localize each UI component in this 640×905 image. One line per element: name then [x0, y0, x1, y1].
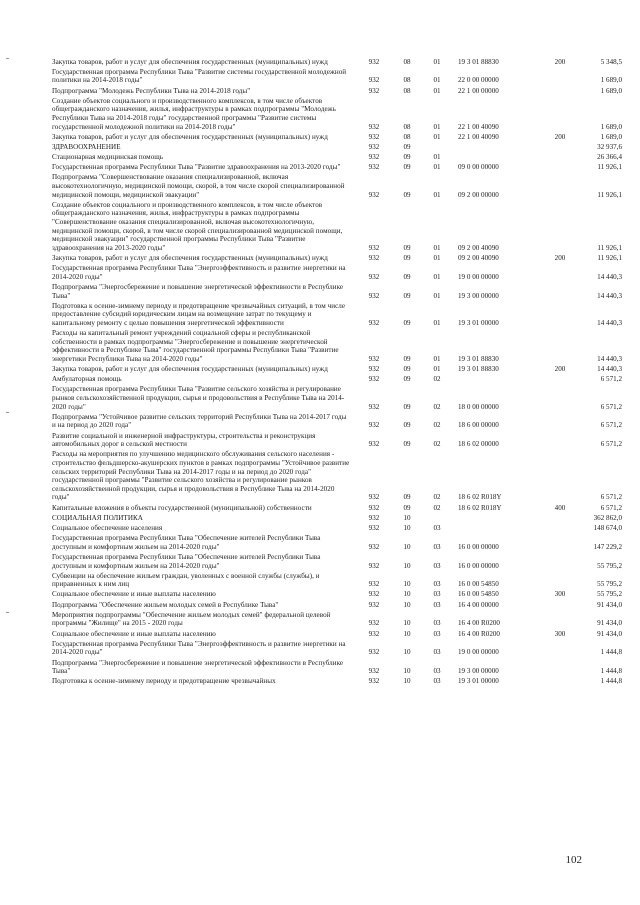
row-grbs-code: 932 — [368, 190, 380, 199]
row-target-article: 16 0 00 00000 — [458, 542, 499, 551]
row-subsection-code: 01 — [433, 132, 441, 141]
row-expense-type — [546, 599, 574, 609]
row-name: Государственная программа Республики Тыва "Обеспечение жителей Республики Тыва доступным и комфортным жильем на 2014-2020 годы" — [52, 534, 321, 551]
table-row — [52, 141, 622, 151]
row-subsection-code: 01 — [433, 163, 441, 172]
row-target-article: 19 3 01 88830 — [458, 57, 499, 66]
row-section-code: 10 — [403, 523, 411, 532]
row-grbs-code: 932 — [368, 254, 380, 262]
row-target-article: 18 6 02 R018Y — [458, 493, 502, 502]
row-target-article: 16 0 00 00000 — [458, 561, 499, 570]
row-grbs-code: 932 — [368, 163, 380, 172]
table-row — [52, 199, 622, 252]
row-amount: 14 440,3 — [597, 272, 622, 281]
row-target-article: 19 3 00 00000 — [458, 291, 499, 300]
row-name: Закупка товаров, работ и услуг для обеспечения государственных (муниципальных) нужд — [52, 57, 328, 66]
row-grbs-code: 932 — [368, 580, 380, 589]
row-target-article: 22 1 00 40090 — [458, 132, 499, 141]
table-row — [52, 502, 622, 512]
row-section-code: 10 — [403, 667, 411, 676]
row-expense-type: 300 — [554, 629, 566, 638]
row-amount: 55 795,2 — [597, 580, 622, 589]
row-name: Подпрограмма "Совершенствование оказания специализированной, включая высокотехнологичную, медицинской помощи, скорой, в том числе скорой специализированной медицинской помощи, медицинской эвакуации" — [52, 173, 345, 199]
row-target-article: 16 4 00 R0200 — [458, 629, 500, 638]
row-amount: 5 348,5 — [600, 57, 622, 66]
row-name: Создание объектов социального и производственного комплексов, в том числе объектов общегражданского назначения, жилья, инфраструктуры в рамках подпрограммы "Совершенствование оказания специализированной, включая высокотехнологичную, медицинской помощи, скорой, в том числе скорой специализированной медицинской помощи, медицинской эвакуации" государственной программы Республики Тыва "Развитие здравоохранения на 2013-2020 годы" — [52, 200, 343, 252]
row-name: Закупка товаров, работ и услуг для обеспечения государственных (муниципальных) нужд — [52, 365, 328, 374]
row-section-code: 09 — [403, 153, 411, 162]
row-target-article: 19 0 00 00000 — [458, 648, 499, 657]
row-expense-type: 200 — [554, 57, 566, 66]
row-name: Подпрограмма "Обеспечение жильем молодых семей в Республике Тыва" — [52, 600, 279, 609]
row-section-code: 09 — [403, 318, 411, 327]
row-expense-type — [546, 172, 574, 199]
row-amount: 11 926,1 — [597, 190, 622, 199]
row-grbs-code: 932 — [368, 132, 380, 141]
row-section-code: 10 — [403, 619, 411, 628]
row-expense-type — [546, 522, 574, 532]
table-row — [52, 252, 622, 262]
row-section-code: 09 — [403, 272, 411, 281]
row-name: Подпрограмма "Молодежь Республики Тыва на 2014-2018 годы" — [52, 86, 251, 95]
row-expense-type — [546, 551, 574, 570]
row-section-code: 10 — [403, 513, 411, 522]
row-name: Капитальные вложения в объекты государственной (муниципальной) собственности — [52, 503, 312, 512]
row-expense-type: 200 — [554, 365, 566, 374]
row-target-article: 22 0 00 00000 — [458, 76, 499, 85]
row-grbs-code: 932 — [368, 513, 380, 522]
row-target-article — [452, 512, 546, 522]
row-target-article: 22 1 00 00000 — [458, 86, 499, 95]
row-grbs-code: 932 — [368, 354, 380, 363]
budget-table-body — [52, 56, 622, 686]
row-subsection-code: 01 — [433, 153, 441, 162]
row-expense-type — [546, 263, 574, 282]
row-section-code: 09 — [403, 254, 411, 262]
row-name: Мероприятия подпрограммы "Обеспечение жильем молодых семей" федеральной целевой программы "Жилище" на 2015 - 2020 годы — [52, 610, 331, 628]
row-section-code: 08 — [403, 57, 411, 66]
row-expense-type — [546, 430, 574, 449]
row-amount: 147 229,2 — [593, 542, 622, 551]
row-subsection-code: 02 — [433, 421, 441, 430]
table-row — [52, 162, 622, 172]
row-section-code: 09 — [403, 365, 411, 374]
row-name: СОЦИАЛЬНАЯ ПОЛИТИКА — [52, 513, 143, 522]
row-amount: 91 434,0 — [597, 600, 622, 609]
row-subsection-code — [422, 512, 452, 522]
table-row — [52, 328, 622, 364]
row-amount: 1 689,0 — [600, 86, 622, 95]
table-row — [52, 676, 622, 686]
row-grbs-code: 932 — [368, 243, 380, 252]
row-section-code: 09 — [403, 503, 411, 512]
row-grbs-code: 932 — [368, 272, 380, 281]
row-section-code: 08 — [403, 132, 411, 141]
table-row — [52, 281, 622, 300]
row-grbs-code: 932 — [368, 440, 380, 449]
row-name: Стационарная медицинская помощь — [52, 153, 164, 162]
row-target-article: 19 3 01 88830 — [458, 354, 499, 363]
row-subsection-code: 01 — [433, 86, 441, 95]
row-name: Подпрограмма "Устойчивое развитие сельских территорий Республики Тыва на 2014-2017 годы и на период до 2020 года" — [52, 412, 347, 430]
row-amount: 11 926,1 — [597, 243, 622, 252]
row-section-code: 09 — [403, 142, 411, 151]
row-expense-type — [546, 512, 574, 522]
row-grbs-code: 932 — [368, 619, 380, 628]
row-grbs-code: 932 — [368, 153, 380, 162]
row-grbs-code: 932 — [368, 493, 380, 502]
table-row — [52, 300, 622, 327]
row-amount: 6 571,2 — [600, 440, 622, 449]
page-number: 102 — [565, 854, 582, 866]
row-subsection-code: 03 — [433, 600, 441, 609]
row-expense-type — [546, 199, 574, 252]
row-expense-type — [546, 141, 574, 151]
table-row — [52, 609, 622, 628]
row-grbs-code: 932 — [368, 86, 380, 95]
row-grbs-code: 932 — [368, 667, 380, 676]
row-subsection-code: 01 — [433, 243, 441, 252]
row-target-article: 19 3 01 00000 — [458, 318, 499, 327]
row-subsection-code: 02 — [433, 402, 441, 411]
row-expense-type — [546, 95, 574, 131]
row-grbs-code: 932 — [368, 365, 380, 374]
row-name: Социальное обеспечение населения — [52, 523, 163, 532]
table-row — [52, 628, 622, 638]
row-target-article: 18 6 00 00000 — [458, 421, 499, 430]
row-subsection-code: 03 — [433, 667, 441, 676]
row-expense-type: 200 — [554, 254, 566, 262]
row-expense-type — [546, 411, 574, 430]
row-expense-type — [546, 162, 574, 172]
row-amount: 6 571,2 — [600, 493, 622, 502]
row-grbs-code: 932 — [368, 590, 380, 599]
row-amount: 91 434,0 — [597, 619, 622, 628]
row-expense-type — [546, 449, 574, 502]
row-grbs-code: 932 — [368, 421, 380, 430]
row-grbs-code: 932 — [368, 318, 380, 327]
row-name: Социальное обеспечение и иные выплаты населению — [52, 629, 216, 638]
row-section-code: 09 — [403, 291, 411, 300]
row-grbs-code: 932 — [368, 648, 380, 657]
row-section-code: 09 — [403, 493, 411, 502]
row-section-code: 09 — [403, 402, 411, 411]
row-grbs-code: 932 — [368, 402, 380, 411]
row-target-article: 18 6 02 00000 — [458, 440, 499, 449]
row-section-code: 08 — [403, 86, 411, 95]
row-target-article — [452, 374, 546, 384]
row-subsection-code: 01 — [433, 365, 441, 374]
row-subsection-code: 01 — [433, 318, 441, 327]
row-expense-type — [546, 609, 574, 628]
row-subsection-code: 03 — [433, 619, 441, 628]
table-row — [52, 449, 622, 502]
row-subsection-code: 01 — [433, 354, 441, 363]
table-row — [52, 56, 622, 66]
row-target-article: 19 3 01 88830 — [458, 365, 499, 374]
table-row — [52, 364, 622, 374]
row-section-code: 10 — [403, 542, 411, 551]
table-row — [52, 599, 622, 609]
row-amount: 11 926,1 — [597, 163, 622, 172]
row-target-article: 22 1 00 40090 — [458, 122, 499, 131]
row-grbs-code: 932 — [368, 503, 380, 512]
row-expense-type: 200 — [554, 132, 566, 141]
row-subsection-code: 01 — [433, 254, 441, 262]
row-grbs-code: 932 — [368, 542, 380, 551]
row-expense-type — [546, 374, 574, 384]
row-grbs-code: 932 — [368, 523, 380, 532]
row-grbs-code: 932 — [368, 142, 380, 151]
row-grbs-code: 932 — [368, 57, 380, 66]
row-subsection-code: 01 — [433, 272, 441, 281]
row-amount: 26 366,4 — [597, 153, 622, 162]
row-grbs-code: 932 — [368, 375, 380, 384]
row-amount: 1 689,0 — [600, 122, 622, 131]
table-row — [52, 152, 622, 162]
row-section-code: 10 — [403, 580, 411, 589]
row-name: Закупка товаров, работ и услуг для обеспечения государственных (муниципальных) нужд — [52, 254, 328, 262]
row-amount: 1 689,0 — [600, 76, 622, 85]
table-row — [52, 512, 622, 522]
row-subsection-code: 02 — [433, 503, 441, 512]
row-target-article: 09 2 00 40090 — [458, 243, 499, 252]
row-section-code: 09 — [403, 440, 411, 449]
table-row — [52, 95, 622, 131]
row-target-article: 09 0 00 00000 — [458, 163, 499, 172]
row-name: Государственная программа Республики Тыва "Энергоэффективность и развитие энергетики на 2014-2020 годы" — [52, 639, 346, 657]
row-target-article: 18 6 02 R018Y — [458, 503, 502, 512]
row-expense-type — [546, 638, 574, 657]
row-subsection-code: 03 — [433, 629, 441, 638]
row-expense-type — [546, 152, 574, 162]
row-expense-type — [546, 384, 574, 411]
row-target-article: 18 0 00 00000 — [458, 402, 499, 411]
table-row — [52, 551, 622, 570]
row-amount: 6 571,2 — [600, 375, 622, 384]
row-amount: 6 571,2 — [600, 421, 622, 430]
row-section-code: 09 — [403, 163, 411, 172]
row-subsection-code: 03 — [433, 561, 441, 570]
row-target-article: 19 3 00 00000 — [458, 667, 499, 676]
row-section-code: 09 — [403, 421, 411, 430]
row-target-article: 16 0 00 54850 — [458, 580, 499, 589]
row-target-article — [452, 152, 546, 162]
row-subsection-code: 01 — [433, 122, 441, 131]
row-section-code: 10 — [403, 648, 411, 657]
row-section-code: 10 — [403, 629, 411, 638]
row-section-code: 09 — [403, 243, 411, 252]
row-grbs-code: 932 — [368, 76, 380, 85]
row-expense-type — [546, 533, 574, 552]
row-name: Социальное обеспечение и иные выплаты населению — [52, 590, 216, 599]
row-subsection-code: 01 — [433, 190, 441, 199]
row-target-article: 19 0 00 00000 — [458, 272, 499, 281]
row-name: Развитие социальной и инженерной инфраструктуры, строительства и реконструкция автомобильных дорог в сельской местности — [52, 431, 316, 449]
row-expense-type — [546, 676, 574, 686]
row-section-code: 10 — [403, 600, 411, 609]
row-subsection-code: 02 — [433, 375, 441, 384]
row-amount: 14 440,3 — [597, 354, 622, 363]
table-row — [52, 66, 622, 85]
row-name: Государственная программа Республики Тыва "Развитие здравоохранения на 2013-2020 годы" — [52, 163, 341, 172]
table-row — [52, 638, 622, 657]
row-grbs-code: 932 — [368, 629, 380, 638]
table-row — [52, 384, 622, 411]
row-expense-type — [546, 657, 574, 676]
row-amount: 55 795,2 — [597, 590, 622, 599]
table-row — [52, 263, 622, 282]
row-subsection-code: 03 — [433, 590, 441, 599]
row-grbs-code: 932 — [368, 561, 380, 570]
row-grbs-code: 932 — [368, 677, 380, 686]
row-subsection-code: 03 — [433, 677, 441, 686]
row-target-article: 19 3 01 00000 — [458, 677, 499, 686]
row-subsection-code: 01 — [433, 291, 441, 300]
row-section-code: 08 — [403, 122, 411, 131]
row-subsection-code: 01 — [433, 76, 441, 85]
row-name: ЗДРАВООХРАНЕНИЕ — [52, 142, 121, 151]
table-row — [52, 374, 622, 384]
row-name: Подготовка к осенне-зимнему периоду и предотвращение чрезвычайных — [52, 677, 276, 686]
table-row — [52, 522, 622, 532]
row-grbs-code: 932 — [368, 122, 380, 131]
row-amount: 14 440,3 — [597, 291, 622, 300]
table-row — [52, 172, 622, 199]
table-row — [52, 411, 622, 430]
row-subsection-code — [422, 141, 452, 151]
table-row — [52, 131, 622, 141]
row-name: Подготовка к осенне-зимнему периоду и предотвращение чрезвычайных ситуаций, в том числе предоставление субсидий юридическим лицам на возмещение затрат по текущему и капитальному ремонту с целью повышения энергетической эффективности — [52, 301, 346, 327]
row-amount: 14 440,3 — [597, 365, 622, 374]
table-row — [52, 570, 622, 589]
row-name: Государственная программа Республики Тыва "Развитие сельского хозяйства и регулирование рынков сельскохозяйственной продукции, сырья и продовольствия в Республике Тыва на 2014-2020 годы" — [52, 385, 345, 411]
row-amount: 1 444,8 — [600, 667, 622, 676]
row-section-code: 08 — [403, 76, 411, 85]
row-subsection-code: 03 — [433, 542, 441, 551]
row-amount: 148 674,0 — [593, 523, 622, 532]
row-expense-type: 400 — [554, 503, 566, 512]
row-name: Закупка товаров, работ и услуг для обеспечения государственных (муниципальных) нужд — [52, 132, 328, 141]
row-amount: 362 862,0 — [593, 513, 622, 522]
row-amount: 32 937,6 — [597, 142, 622, 151]
row-amount: 14 440,3 — [597, 318, 622, 327]
row-name: Амбулаторная помощь — [52, 375, 122, 384]
scan-edge-mark — [6, 412, 9, 413]
row-section-code: 10 — [403, 561, 411, 570]
row-name: Создание объектов социального и производственного комплексов, в том числе объектов общегражданского назначения, жилья, инфраструктуры в рамках подпрограммы "Молодежь Республики Тыва на 2014-2018 годы" государственной программы "Развитие системы государственной молодежной политики на 2014-2018 годы" — [52, 96, 336, 131]
row-target-article: 16 4 00 R0200 — [458, 619, 500, 628]
row-expense-type — [546, 66, 574, 85]
row-subsection-code: 03 — [433, 523, 441, 532]
row-subsection-code: 01 — [433, 57, 441, 66]
row-amount: 1 444,8 — [600, 648, 622, 657]
row-expense-type — [546, 570, 574, 589]
budget-table — [52, 56, 622, 686]
row-expense-type — [546, 300, 574, 327]
row-grbs-code: 932 — [368, 600, 380, 609]
row-expense-type — [546, 281, 574, 300]
table-row — [52, 657, 622, 676]
table-row — [52, 533, 622, 552]
row-amount: 1 689,0 — [600, 132, 622, 141]
scan-edge-mark — [6, 612, 9, 613]
row-amount: 1 444,8 — [600, 677, 622, 686]
row-target-article: 09 2 00 40090 — [458, 254, 499, 262]
row-amount: 55 795,2 — [597, 561, 622, 570]
row-section-code: 10 — [403, 677, 411, 686]
row-name: Подпрограмма "Энергосбережение и повышение энергетической эффективности в Республике Тыва" — [52, 658, 344, 676]
row-name: Подпрограмма "Энергосбережение и повышение энергетической эффективности в Республике Тыва" — [52, 282, 344, 300]
row-target-article: 09 2 00 00000 — [458, 190, 499, 199]
row-target-article — [452, 522, 546, 532]
row-subsection-code: 03 — [433, 580, 441, 589]
row-section-code: 09 — [403, 354, 411, 363]
row-name: Расходы на мероприятия по улучшению медицинского обслуживания сельского населения - строительство фельдшерско-акушерских пунктов в рамках подпрограммы "Устойчивое развитие сельских территорий Республики Тыва на 2014-2017 годы и на период до 2020 года" государственной программы "Развитие сельского хозяйства и регулирование рынков сельскохозяйственной продукции, сырья и продовольствия в Республике Тыва на 2014-2020 годы" — [52, 450, 350, 502]
row-amount: 6 571,2 — [600, 402, 622, 411]
table-row — [52, 85, 622, 95]
row-name: Расходы на капитальный ремонт учреждений социальной сферы и республиканской собственности в рамках подпрограммы "Энергосбережение и повышение энергетической эффективности в Республике Тыва" государственной программы Республики Тыва "Развитие энергетики Республики Тыва на 2014-2020 годы" — [52, 329, 339, 363]
row-amount: 6 571,2 — [600, 503, 622, 512]
row-subsection-code: 03 — [433, 648, 441, 657]
row-subsection-code: 02 — [433, 440, 441, 449]
row-section-code: 09 — [403, 375, 411, 384]
row-amount: 11 926,1 — [597, 254, 622, 262]
row-expense-type: 300 — [554, 590, 566, 599]
row-grbs-code: 932 — [368, 291, 380, 300]
table-row — [52, 589, 622, 599]
scan-edge-mark — [6, 58, 9, 59]
row-subsection-code: 02 — [433, 493, 441, 502]
row-target-article: 16 4 00 00000 — [458, 600, 499, 609]
table-row — [52, 430, 622, 449]
row-section-code: 09 — [403, 190, 411, 199]
row-name: Субвенции на обеспечение жильем граждан, уволенных с военной службы (службы), и приравненных к ним лиц — [52, 571, 320, 589]
row-name: Государственная программа Республики Тыва "Обеспечение жителей Республики Тыва доступным и комфортным жильем на 2014-2020 годы" — [52, 552, 321, 570]
row-target-article: 16 0 00 54850 — [458, 590, 499, 599]
row-expense-type — [546, 85, 574, 95]
row-amount: 91 434,0 — [597, 629, 622, 638]
row-target-article — [452, 141, 546, 151]
row-section-code: 10 — [403, 590, 411, 599]
row-expense-type — [546, 328, 574, 364]
row-name: Государственная программа Республики Тыва "Энергоэффективность и развитие энергетики на 2014-2020 годы" — [52, 264, 346, 281]
row-name: Государственная программа Республики Тыва "Развитие системы государственной молодежной политики на 2014-2018 годы" — [52, 67, 347, 85]
